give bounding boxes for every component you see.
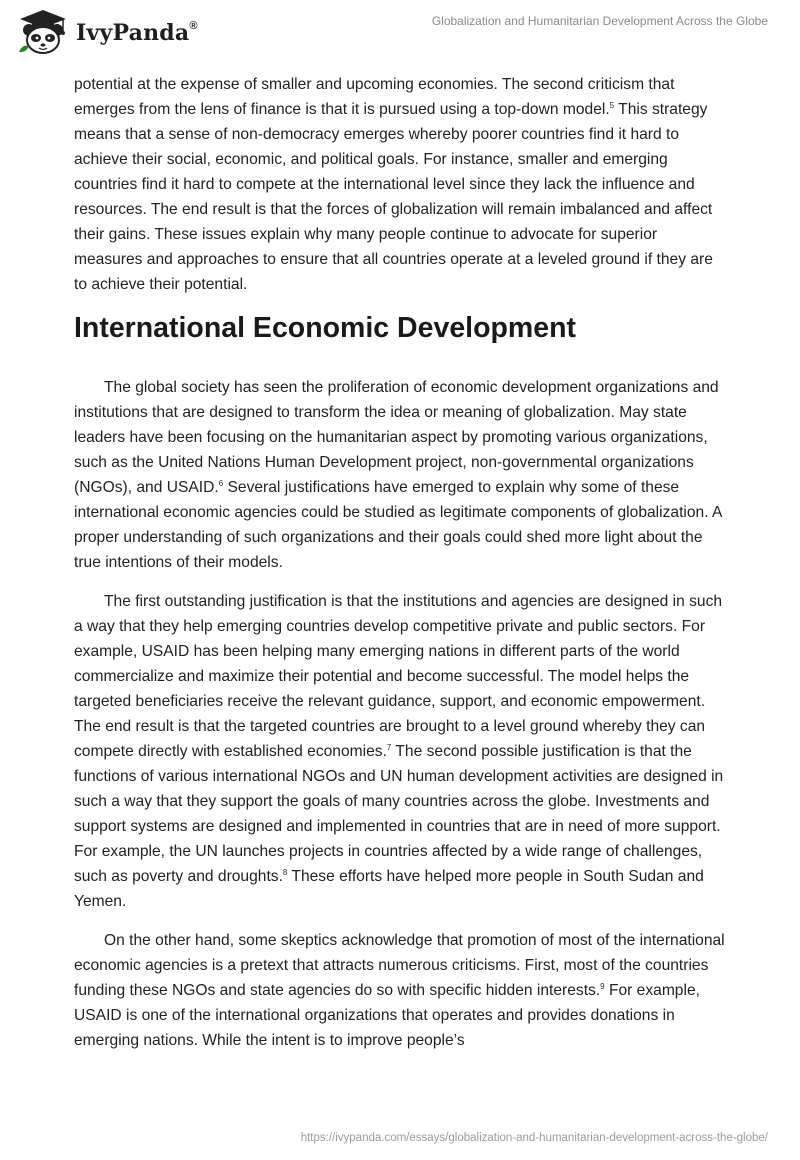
paragraph: The first outstanding justification is that the institutions and agencies are designed in such a way that they help emerging countries develop competitive private and public sectors. For example, USAID has been helping many emerging nations in different parts of the world commercialize and maximize their potential and become successful. The model helps the targeted beneficiaries receive the relevant guidance, support, and economic empowerment. The end result is that the targeted countries are brought to a level ground whereby they can compete directly with established economies.$^7$ The second possible justification is that the functions of various international NGOs and UN human development activities are designed in such a way that they support the goals of many countries across the globe. Investments and support systems are designed and implemented in countries that are in need of more support. For example, the UN launches projects in countries affected by a wide range of challenges, such as poverty and droughts.$^8$ These efforts have helped more people in South Sudan and Yemen.	[74, 593, 724, 910]
paragraph: The global society has seen the proliferation of economic development organizations and institutions that are designed to transform the idea or meaning of globalization. May state leaders have been focusing on the humanitarian aspect by promoting various organizations, such as the United Nations Human Development project, non-governmental organizations (NGOs), and USAID.$^6$ Several justifications have emerged to explain why some of these international economic agencies could be studied as legitimate components of globalization. A proper understanding of such organizations and their goals could shed more light about the true intentions of their models.	[74, 379, 722, 571]
paragraph: On the other hand, some skeptics acknowledge that promotion of most of the international economic agencies is a pretext that attracts numerous criticisms. First, most of the countries funding these NGOs and state agencies do so with specific hidden interests.$^9$ For example, USAID is one of the international organizations that operates and provides donations in emerging nations. While the intent is to improve people’s	[74, 932, 725, 1049]
panda-graduate-logo-icon	[16, 8, 70, 56]
section-heading: International Economic Development	[74, 312, 577, 344]
footnote-ref[interactable]: 9	[600, 981, 605, 991]
footer-url[interactable]: https://ivypanda.com/essays/globalization-and-humanitarian-development-across-the-globe/	[300, 1132, 768, 1144]
registered-mark: ®	[189, 19, 198, 32]
essay-body	[74, 72, 726, 1067]
document-title: Globalization and Humanitarian Development Across the Globe	[431, 14, 768, 28]
footnote-ref[interactable]: 6	[218, 478, 224, 488]
footnote-ref[interactable]: 8	[282, 867, 288, 877]
footnote-ref[interactable]: 7	[386, 742, 392, 752]
ivypanda-logo[interactable]	[16, 8, 198, 56]
footnote-ref[interactable]: 5	[609, 100, 615, 110]
page-header	[0, 0, 800, 70]
brand-name: IvyPanda®	[76, 19, 198, 46]
paragraph: potential at the expense of smaller and upcoming economies. The second criticism that emerges from the lens of finance is that it is pursued using a top-down model.$^5$ This strategy means that a sense of non-democracy emerges whereby poorer countries find it hard to achieve their social, economic, and political goals. For instance, smaller and emerging countries find it hard to compete at the international level since they lack the influence and resources. The end result is that the forces of globalization will remain imbalanced and affect their gains. These issues explain why many people continue to advocate for superior measures and approaches to ensure that all countries operate at a leveled ground if they are to achieve their potential.	[74, 76, 713, 293]
